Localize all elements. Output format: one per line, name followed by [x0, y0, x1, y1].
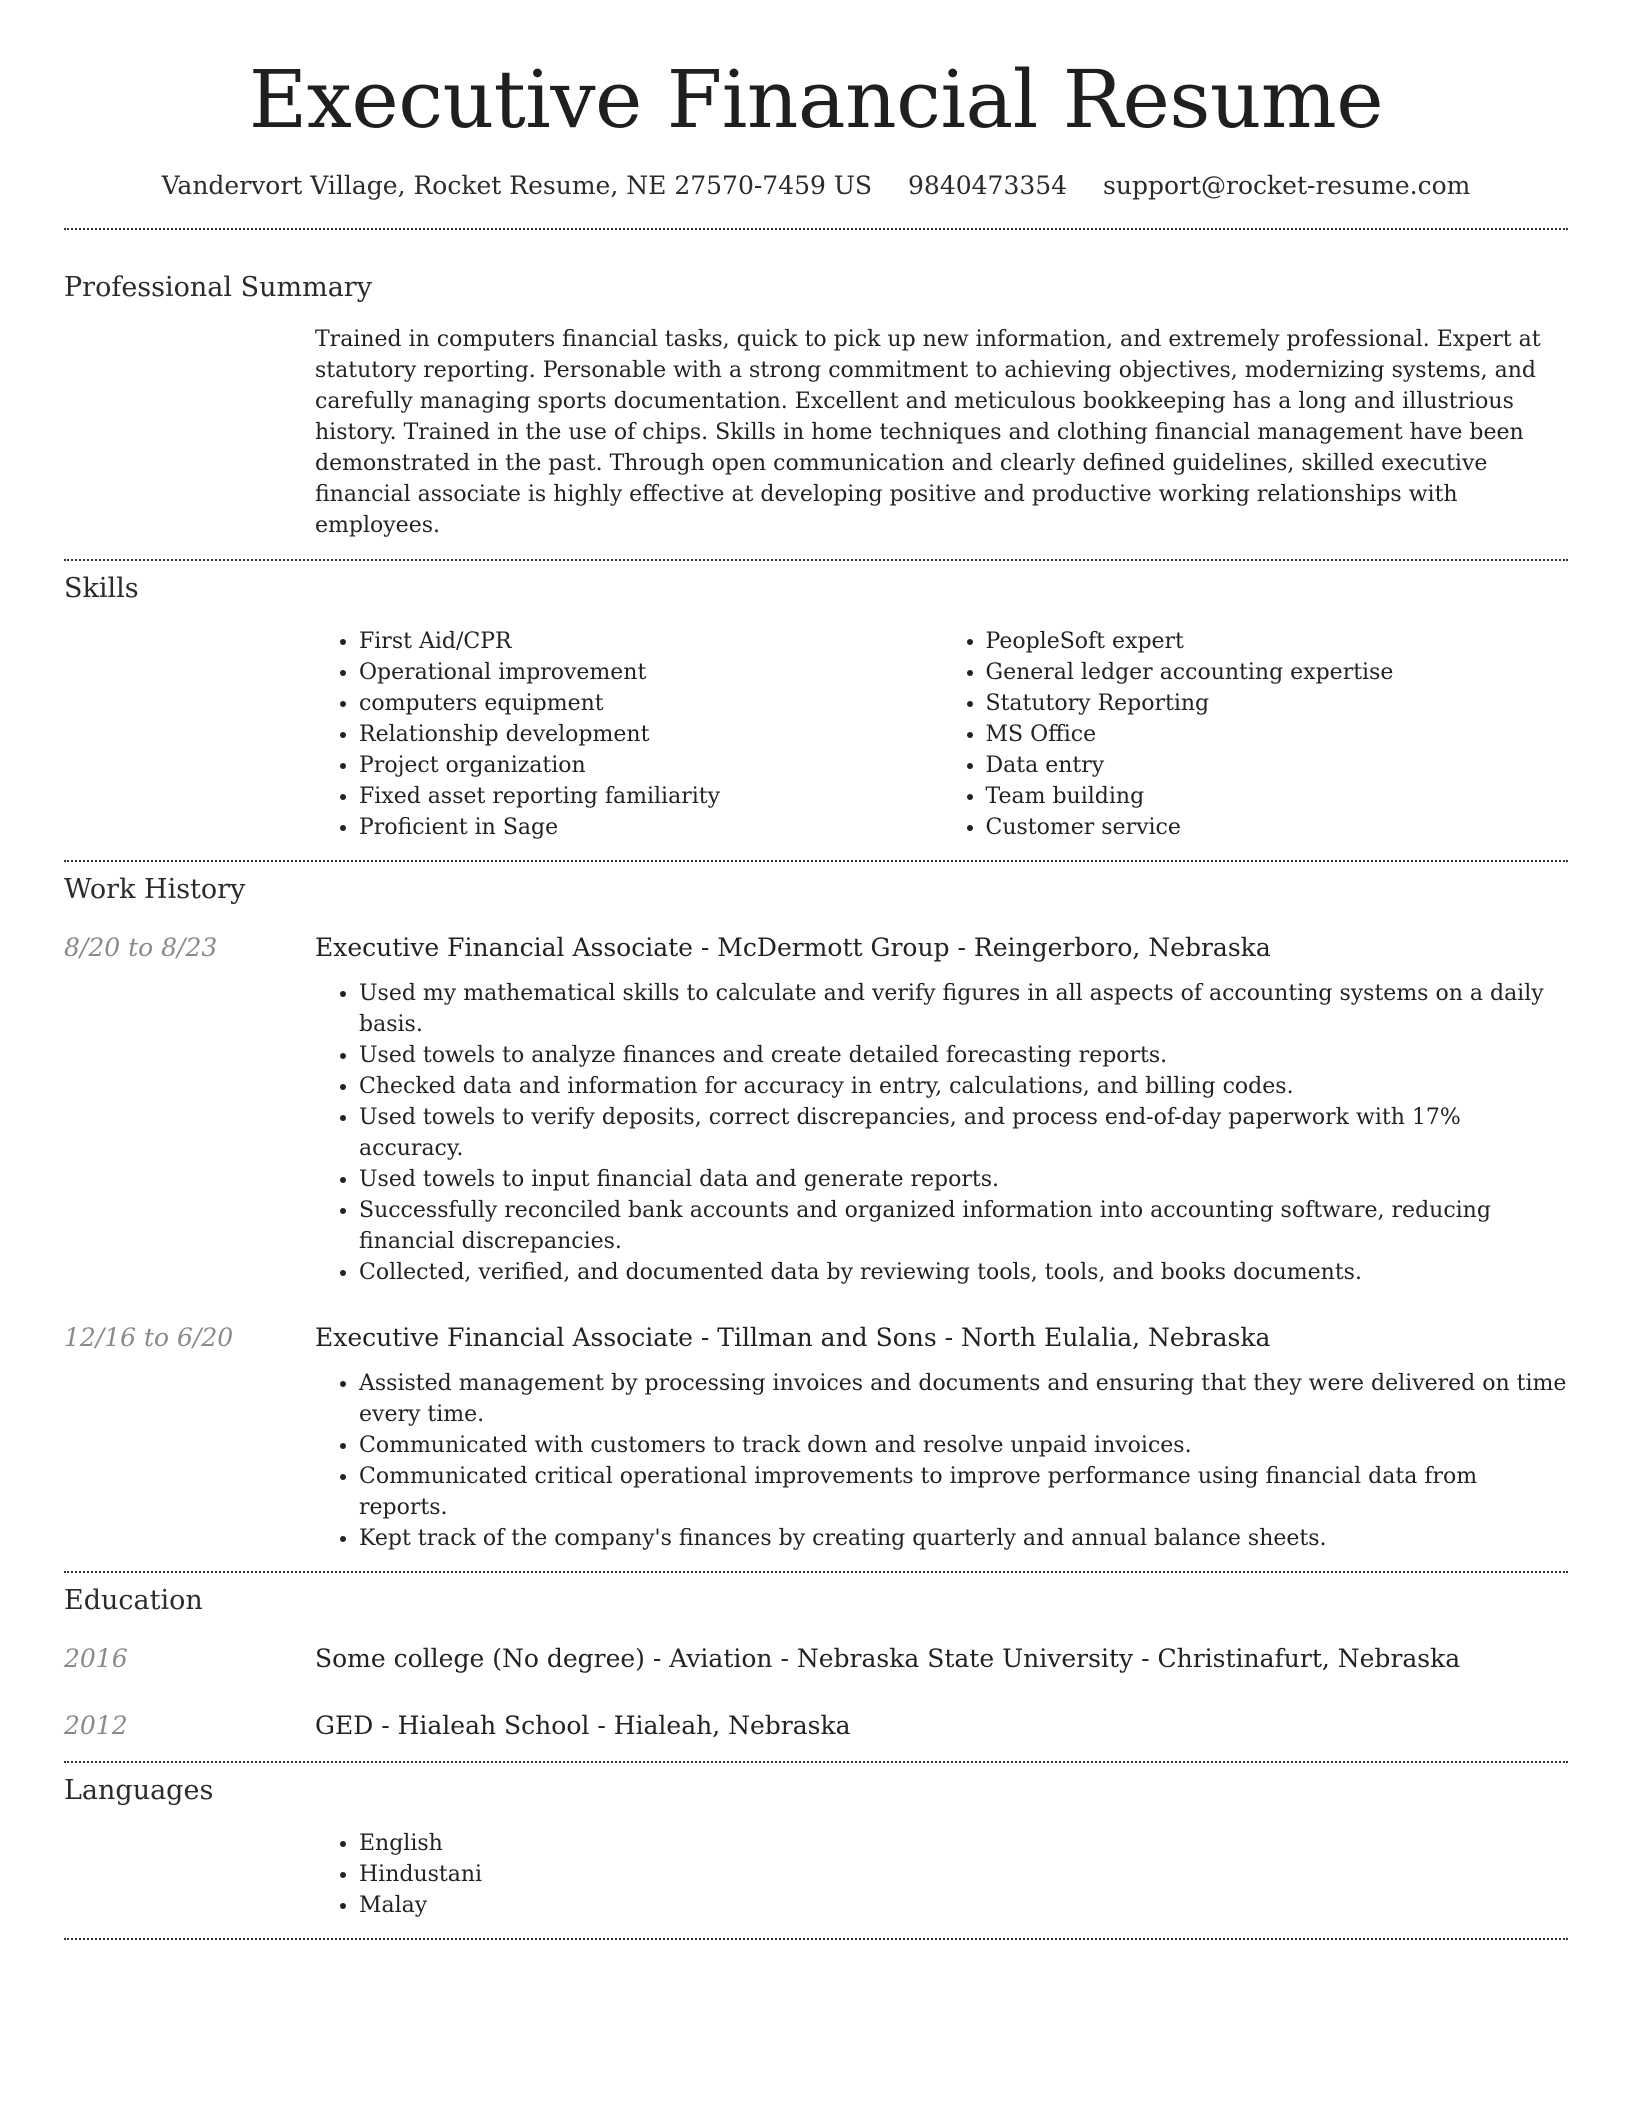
languages-list	[315, 1828, 1568, 1921]
language-item: • Hindustani	[359, 1859, 1568, 1890]
section-divider	[64, 1571, 1568, 1573]
section-divider	[64, 860, 1568, 862]
job-dates: 8/20 to 8/23	[64, 933, 218, 962]
resume-title: Executive Financial Resume	[248, 53, 1384, 146]
job-bullet: • Communicated with customers to track down and resolve unpaid invoices.	[359, 1430, 1568, 1461]
skill-item: • Fixed asset reporting familiarity	[359, 781, 942, 812]
education-heading: Education	[64, 1585, 203, 1616]
job-entry	[64, 930, 1568, 1288]
job-bullet: • Used towels to input financial data and generate reports.	[359, 1164, 1568, 1195]
education-section	[64, 1583, 1568, 1744]
education-entry	[64, 1708, 1568, 1744]
skill-item: • PeopleSoft expert	[986, 626, 1569, 657]
section-divider	[64, 1761, 1568, 1763]
section-divider	[64, 1938, 1568, 1940]
skills-list-left	[315, 626, 942, 843]
work-section	[64, 872, 1568, 1554]
skill-item: • Relationship development	[359, 719, 942, 750]
section-divider	[64, 559, 1568, 561]
work-heading: Work History	[64, 874, 246, 905]
skill-item: • First Aid/CPR	[359, 626, 942, 657]
languages-section	[64, 1773, 1568, 1921]
skills-list-right	[942, 626, 1569, 843]
resume-page	[64, 0, 1568, 1940]
skill-item: • Customer service	[986, 812, 1569, 843]
job-bullet: • Communicated critical operational improvements to improve performance using financial data from reports.	[359, 1461, 1568, 1523]
summary-section	[64, 270, 1568, 541]
skill-item: • Operational improvement	[359, 657, 942, 688]
section-divider	[64, 228, 1568, 230]
skill-item: • Team building	[986, 781, 1569, 812]
email-text: support@rocket-resume.com	[1103, 171, 1471, 200]
job-bullet: • Successfully reconciled bank accounts and organized information into accounting software, reducing financial discrepancies.	[359, 1195, 1568, 1257]
education-text: Some college (No degree) - Aviation - Nebraska State University - Christinafurt, Nebraska	[315, 1644, 1461, 1673]
skills-section	[64, 571, 1568, 843]
job-bullet: • Used my mathematical skills to calculate and verify figures in all aspects of accounting systems on a daily basis.	[359, 978, 1568, 1040]
phone-text: 9840473354	[908, 171, 1068, 200]
languages-heading: Languages	[64, 1775, 214, 1806]
job-bullet: • Kept track of the company's finances by creating quarterly and annual balance sheets.	[359, 1523, 1568, 1554]
job-bullets	[315, 1368, 1568, 1554]
skill-item: • Data entry	[986, 750, 1569, 781]
job-bullet: • Assisted management by processing invoices and documents and ensuring that they were delivered on time every time.	[359, 1368, 1568, 1430]
language-item: • Malay	[359, 1890, 1568, 1921]
address-text: Vandervort Village, Rocket Resume, NE 27570-7459 US	[161, 171, 873, 200]
skill-item: • Statutory Reporting	[986, 688, 1569, 719]
job-bullet: • Collected, verified, and documented data by reviewing tools, tools, and books documents.	[359, 1257, 1568, 1288]
language-item: • English	[359, 1828, 1568, 1859]
skill-item: • General ledger accounting expertise	[986, 657, 1569, 688]
job-bullets	[315, 978, 1568, 1288]
summary-text: Trained in computers financial tasks, quick to pick up new information, and extremely professional. Expert at statutory reporting. Personable with a strong commitment to achieving objectives, modernizing systems, and carefully managing sports documentation. Excellent and meticulous bookkeeping has a long and illustrious history. Trained in the use of chips. Skills in home techniques and clothing financial management have been demonstrated in the past. Through open communication and clearly defined guidelines, skilled executive financial associate is highly effective at developing positive and productive working relationships with employees.	[315, 327, 1541, 538]
skill-item: • Project organization	[359, 750, 942, 781]
skill-item: • Proficient in Sage	[359, 812, 942, 843]
education-year: 2012	[64, 1711, 128, 1740]
job-title: Executive Financial Associate - McDermott Group - Reingerboro, Nebraska	[315, 933, 1271, 962]
job-bullet: • Used towels to verify deposits, correct discrepancies, and process end-of-day paperwork with 17% accuracy.	[359, 1102, 1568, 1164]
job-dates: 12/16 to 6/20	[64, 1323, 234, 1352]
skill-item: • computers equipment	[359, 688, 942, 719]
education-year: 2016	[64, 1644, 128, 1673]
job-title: Executive Financial Associate - Tillman and Sons - North Eulalia, Nebraska	[315, 1323, 1271, 1352]
skills-heading: Skills	[64, 573, 139, 604]
education-text: GED - Hialeah School - Hialeah, Nebraska	[315, 1711, 851, 1740]
skill-item: • MS Office	[986, 719, 1569, 750]
job-entry	[64, 1320, 1568, 1554]
education-entry	[64, 1641, 1568, 1677]
contact-line	[64, 168, 1568, 204]
job-bullet: • Checked data and information for accuracy in entry, calculations, and billing codes.	[359, 1071, 1568, 1102]
job-bullet: • Used towels to analyze finances and create detailed forecasting reports.	[359, 1040, 1568, 1071]
summary-heading: Professional Summary	[64, 272, 372, 303]
